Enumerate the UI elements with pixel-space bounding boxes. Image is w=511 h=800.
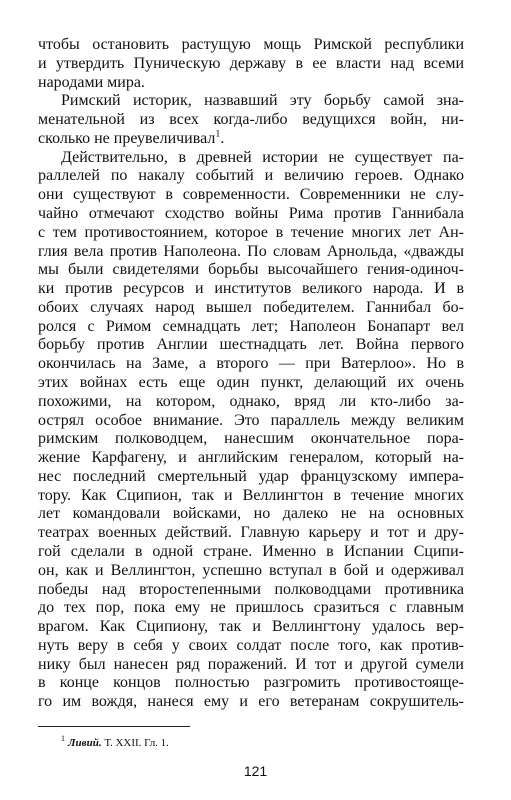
text-line: мы были свидетелями борьбы высочайшего гения-одиноч-: [38, 261, 464, 279]
text-line: этих войнах есть еще один пункт, делающий их очень: [38, 374, 464, 391]
text-line: до тех пор, пока ему не пришлось сразиться с главным: [38, 599, 464, 617]
text-line: ки против ресурсов и институтов великого народа. И в: [38, 280, 464, 298]
text-line: обоих случаях народ вышел победителем. Ганнибал бо-: [38, 298, 464, 316]
text-line: Действительно, в древней истории не существует па-: [61, 148, 464, 166]
text-line: Римский историк, назвавший эту борьбу самой зна-: [61, 92, 464, 110]
text-line: в конце концов полностью разгромить противостояще-: [38, 674, 464, 692]
text-line: и утвердить Пуническую державу в ее власти над всеми: [38, 54, 464, 72]
text-line-with-footnote-ref: сколько не преувеличивал$^1$.: [38, 129, 225, 147]
text-line: нес последний смертельный удар французскому импера-: [38, 467, 464, 485]
text-line: окончилась на Заме, а второго — при Ватерлоо». Но в: [38, 355, 464, 373]
text-line: народами мира.: [38, 73, 145, 91]
text-line: глия вела против Наполеона. По словам Арнольда, «дважды: [38, 242, 464, 260]
text-line: борьбу против Англии шестнадцать лет. Война первого: [38, 336, 464, 354]
text-line: они существуют в современности. Современники не слу-: [38, 186, 464, 204]
footnote-author: Ливий.: [68, 737, 102, 749]
page-number: 121: [243, 763, 268, 779]
text-line: гой сделали в одной стране. Именно в Испании Сципи-: [38, 543, 464, 560]
text-line: чтобы остановить растущую мощь Римской республики: [38, 36, 464, 53]
text-line: лет командовали войсками, но далеко не на основных: [38, 505, 464, 523]
text-line: чайно отмечают сходство войны Рима против Ганнибала: [38, 205, 464, 222]
text-line: врагом. Как Сципиону, так и Веллингтону удалось вер-: [38, 618, 464, 636]
text-line: сколько не преувеличивал: [38, 129, 216, 147]
text-line: театрах военных действий. Главную карьеру и тот и дру-: [38, 524, 464, 542]
text-line: жение Карфагену, и английским генералом, который на-: [38, 449, 464, 467]
text-line: тору. Как Сципион, так и Веллингтон в течение многих: [38, 486, 464, 504]
text-line: римским полководцем, нанесшим окончательное пора-: [38, 430, 464, 448]
text-line: нуть веру в себя у своих солдат после того, как против-: [38, 636, 464, 654]
text-line: похожими, на котором, однако, вряд ли кто-либо за-: [38, 392, 464, 410]
text-line: ролся с Римом семнадцать лет; Наполеон Бонапарт вел: [38, 317, 464, 335]
footnote: [61, 736, 169, 750]
footnote-number: 1: [61, 734, 65, 744]
text-line: раллелей по накалу событий и величию героев. Однако: [38, 167, 464, 185]
footnote-divider: [38, 726, 190, 727]
text-line: нику был нанесен ряд поражений. И тот и другой сумели: [38, 655, 464, 673]
footnote-reference[interactable]: 1: [215, 129, 221, 140]
footnote-citation: Т. XXII. Гл. 1.: [104, 737, 169, 749]
text-line: он, как и Веллингтон, успешно вступал в бой и одерживал: [38, 561, 464, 579]
text-line: менательной из всех когда-либо ведущихся войн, ни-: [38, 111, 464, 129]
text-line: го им вождя, нанеся ему и его ветеранам сокрушитель-: [38, 693, 464, 711]
text-line: с тем противостоянием, которое в течение многих лет Ан-: [38, 223, 464, 241]
text-line: победы над второстепенными полководцами противника: [38, 580, 464, 598]
text-line: острял особое внимание. Это параллель между великим: [38, 411, 464, 429]
